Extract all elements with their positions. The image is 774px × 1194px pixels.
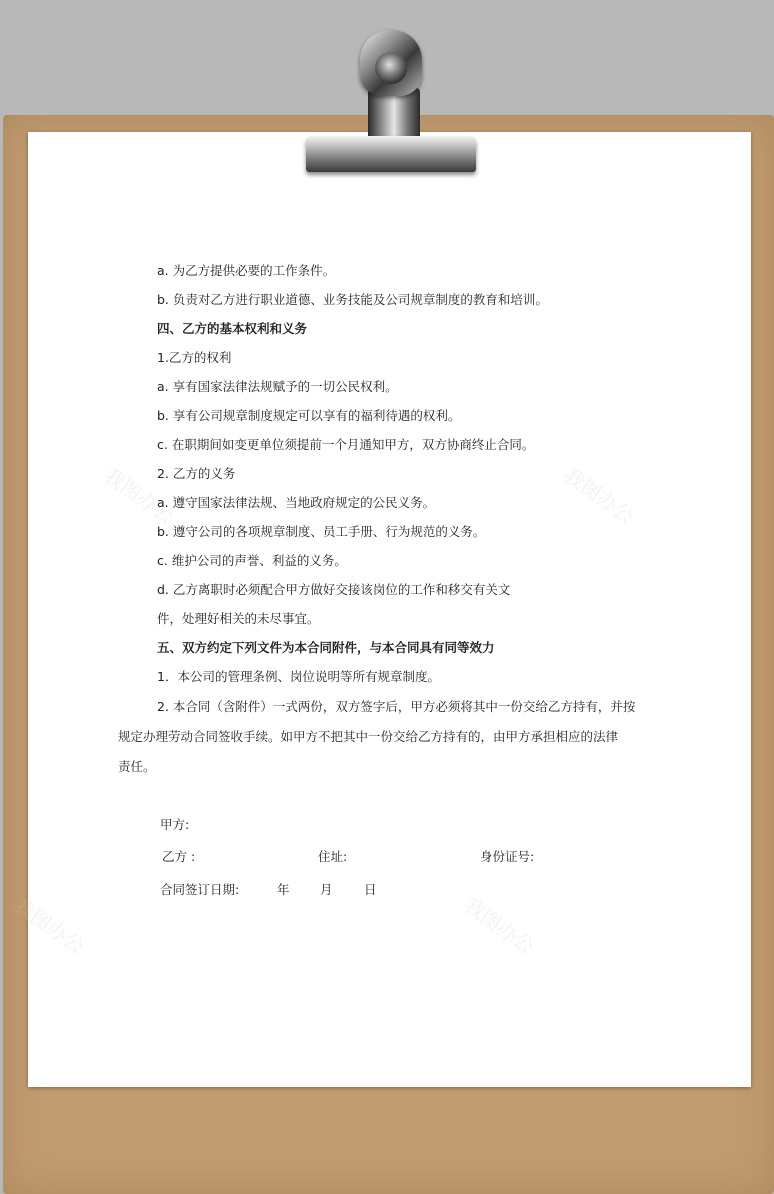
- day-label: 日: [364, 882, 377, 897]
- sign-date-label: 合同签订日期:: [160, 882, 240, 897]
- clause-2-copies: 2. 本合同（含附件）一式两份，双方签字后，甲方必须将其中一份交给乙方持有，并按: [157, 699, 636, 714]
- party-b-label: 乙方 :: [162, 849, 196, 864]
- subsection-rights: 1.乙方的权利: [157, 350, 232, 365]
- year-label: 年: [277, 882, 290, 897]
- watermark: 我图办公: [9, 892, 89, 959]
- watermark: 我图办公: [99, 462, 179, 529]
- address-label: 住址:: [318, 849, 348, 864]
- clause-a-civil-rights: a. 享有国家法律法规赋予的一切公民权利。: [157, 379, 398, 394]
- clause-1-regulations: 1．本公司的管理条例、岗位说明等所有规章制度。: [157, 669, 440, 684]
- clause-d-handover-cont: 件，处理好相关的未尽事宜。: [157, 611, 320, 626]
- watermark: 我图办公: [559, 462, 639, 529]
- month-label: 月: [320, 882, 333, 897]
- section-heading-5: 五、双方约定下列文件为本合同附件，与本合同具有同等效力: [157, 640, 495, 655]
- watermark: 我图办公: [459, 892, 539, 959]
- clause-a-work-conditions: a. 为乙方提供必要的工作条件。: [157, 263, 336, 278]
- clause-b-training: b. 负责对乙方进行职业道德、业务技能及公司规章制度的教育和培训。: [157, 292, 548, 307]
- binder-clip-base: [306, 136, 476, 172]
- clause-b-benefits: b. 享有公司规章制度规定可以享有的福利待遇的权利。: [157, 408, 461, 423]
- section-heading-4: 四、乙方的基本权利和义务: [157, 321, 308, 336]
- id-number-label: 身份证号:: [480, 849, 535, 864]
- clause-b-rules: b. 遵守公司的各项规章制度、员工手册、行为规范的义务。: [157, 524, 486, 539]
- party-a-label: 甲方:: [160, 817, 190, 832]
- document-paper: [28, 132, 751, 1087]
- clause-a-laws: a. 遵守国家法律法规、当地政府规定的公民义务。: [157, 495, 436, 510]
- clause-d-handover: d. 乙方离职时必须配合甲方做好交接该岗位的工作和移交有关文: [157, 582, 511, 597]
- clause-c-notice: c. 在职期间如变更单位须提前一个月通知甲方，双方协商终止合同。: [157, 437, 535, 452]
- subsection-duties: 2. 乙方的义务: [157, 466, 236, 481]
- clause-2-copies-end: 责任。: [118, 759, 156, 774]
- clause-2-copies-cont: 规定办理劳动合同签收手续。如甲方不把其中一份交给乙方持有的，由甲方承担相应的法律: [118, 729, 619, 744]
- clip-hole: [375, 52, 407, 84]
- clause-c-reputation: c. 维护公司的声誉、利益的义务。: [157, 553, 347, 568]
